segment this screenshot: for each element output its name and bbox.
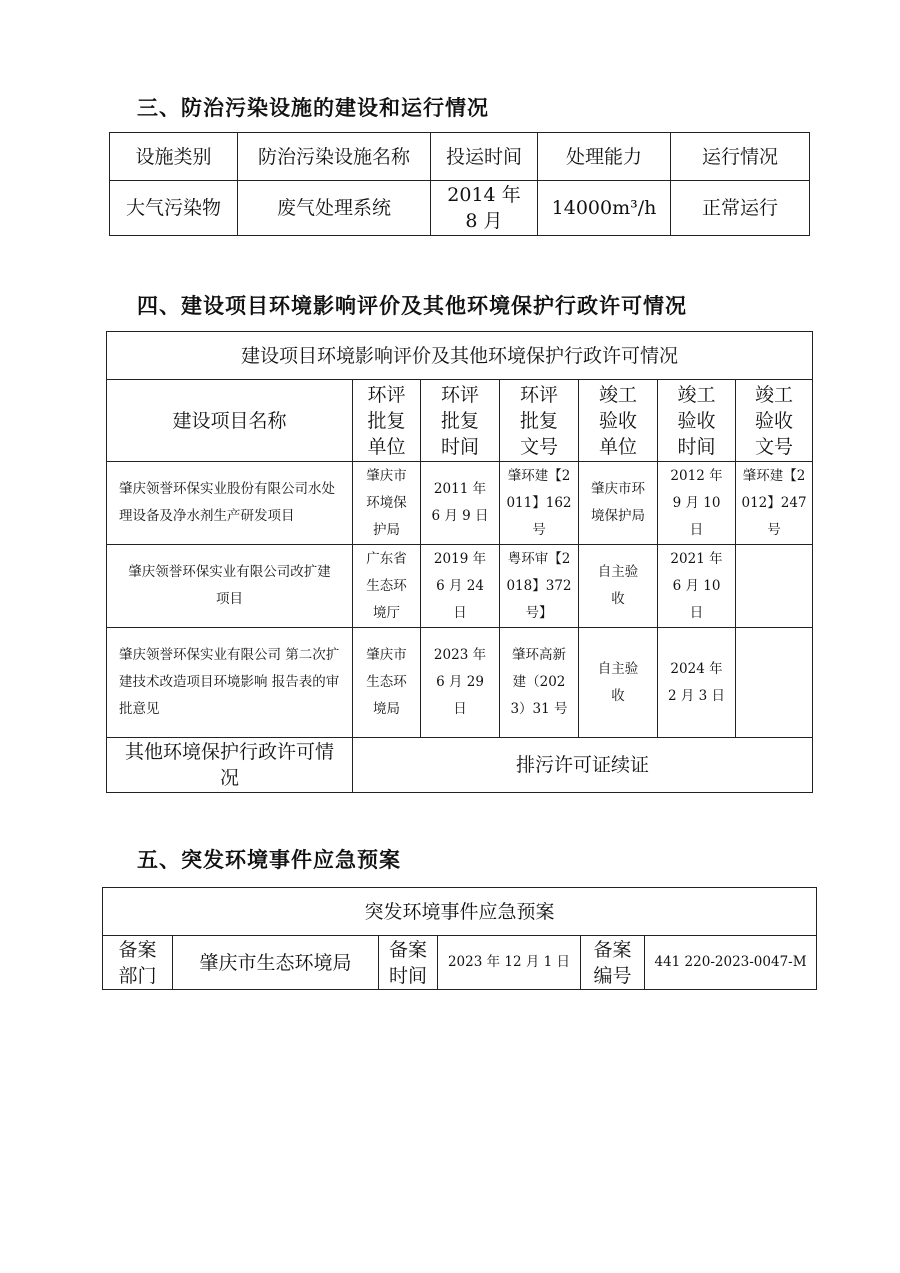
table-cell: 大气污染物: [110, 181, 238, 236]
header-cell: 设施类别: [110, 133, 238, 181]
table-row: [107, 738, 813, 793]
other-permit-label: 其他环境保护行政许可情况: [107, 738, 353, 793]
table-title: 建设项目环境影响评价及其他环境保护行政许可情况: [107, 332, 813, 380]
table-cell: 肇环高新建（2023）31 号: [500, 628, 579, 738]
table-cell: 肇庆市生态环境局: [353, 628, 421, 738]
header-cell: 环评批复时间: [421, 380, 500, 462]
section4-title: 四、建设项目环境影响评价及其他环境保护行政许可情况: [137, 294, 687, 318]
table-cell: 肇庆市环境保护局: [579, 462, 658, 545]
table-header-row: [110, 133, 810, 181]
header-cell: 防治污染设施名称: [238, 133, 431, 181]
table-cell: 2024 年 2 月 3 日: [658, 628, 736, 738]
table-cell: 肇环建【2011】162 号: [500, 462, 579, 545]
table-cell: 粤环审【2018】372 号】: [500, 545, 579, 628]
header-cell: 竣工验收单位: [579, 380, 658, 462]
table-cell: 肇庆市环境保护局: [353, 462, 421, 545]
table-cell: 自主验收: [579, 545, 658, 628]
table-cell: 2012 年 9 月 10 日: [658, 462, 736, 545]
header-cell: 竣工验收文号: [736, 380, 813, 462]
project-name-cell: 肇庆领誉环保实业有限公司改扩建项目: [107, 545, 353, 628]
dept-value: 肇庆市生态环境局: [173, 936, 379, 990]
header-cell: 环评批复文号: [500, 380, 579, 462]
section5-title: 五、突发环境事件应急预案: [137, 848, 401, 872]
table-cell: 2023 年 6 月 29 日: [421, 628, 500, 738]
header-cell: 竣工验收时间: [658, 380, 736, 462]
project-name-cell: 肇庆领誉环保实业股份有限公司水处理设备及净水剂生产研发项目: [107, 462, 353, 545]
table-cell: 2014 年 8 月: [431, 181, 538, 236]
table-title: 突发环境事件应急预案: [103, 888, 817, 936]
table-cell: 正常运行: [671, 181, 810, 236]
other-permit-value: 排污许可证续证: [353, 738, 813, 793]
header-cell: 处理能力: [538, 133, 671, 181]
table-cell: [736, 545, 813, 628]
table-cell: 2021 年 6 月 10 日: [658, 545, 736, 628]
header-cell: 投运时间: [431, 133, 538, 181]
table-row: [107, 462, 813, 545]
table-cell: 广东省生态环境厅: [353, 545, 421, 628]
table-row: [103, 936, 817, 990]
dept-label: 备案部门: [103, 936, 173, 990]
no-value: 441 220-2023-0047-M: [645, 936, 817, 990]
table-title-row: [107, 332, 813, 380]
time-value: 2023 年 12 月 1 日: [438, 936, 581, 990]
table-title-row: [103, 888, 817, 936]
table-row: [107, 628, 813, 738]
table-row: [110, 181, 810, 236]
table-cell: 废气处理系统: [238, 181, 431, 236]
table-cell: 2011 年 6 月 9 日: [421, 462, 500, 545]
no-label: 备案编号: [581, 936, 645, 990]
table-cell: 2019 年 6 月 24 日: [421, 545, 500, 628]
table-cell: 肇环建【2012】247 号: [736, 462, 813, 545]
table-cell: 自主验收: [579, 628, 658, 738]
header-cell: 建设项目名称: [107, 380, 353, 462]
header-cell: 环评批复单位: [353, 380, 421, 462]
emergency-plan-table: [102, 887, 817, 990]
pollution-facility-table: [109, 132, 810, 236]
table-cell: [736, 628, 813, 738]
section3-title: 三、防治污染设施的建设和运行情况: [137, 96, 489, 120]
table-header-row: [107, 380, 813, 462]
eia-permit-table: [106, 331, 813, 793]
header-cell: 运行情况: [671, 133, 810, 181]
table-cell: 14000m³/h: [538, 181, 671, 236]
time-label: 备案时间: [379, 936, 438, 990]
project-name-cell: 肇庆领誉环保实业有限公司 第二次扩建技术改造项目环境影响 报告表的审批意见: [107, 628, 353, 738]
table-row: [107, 545, 813, 628]
